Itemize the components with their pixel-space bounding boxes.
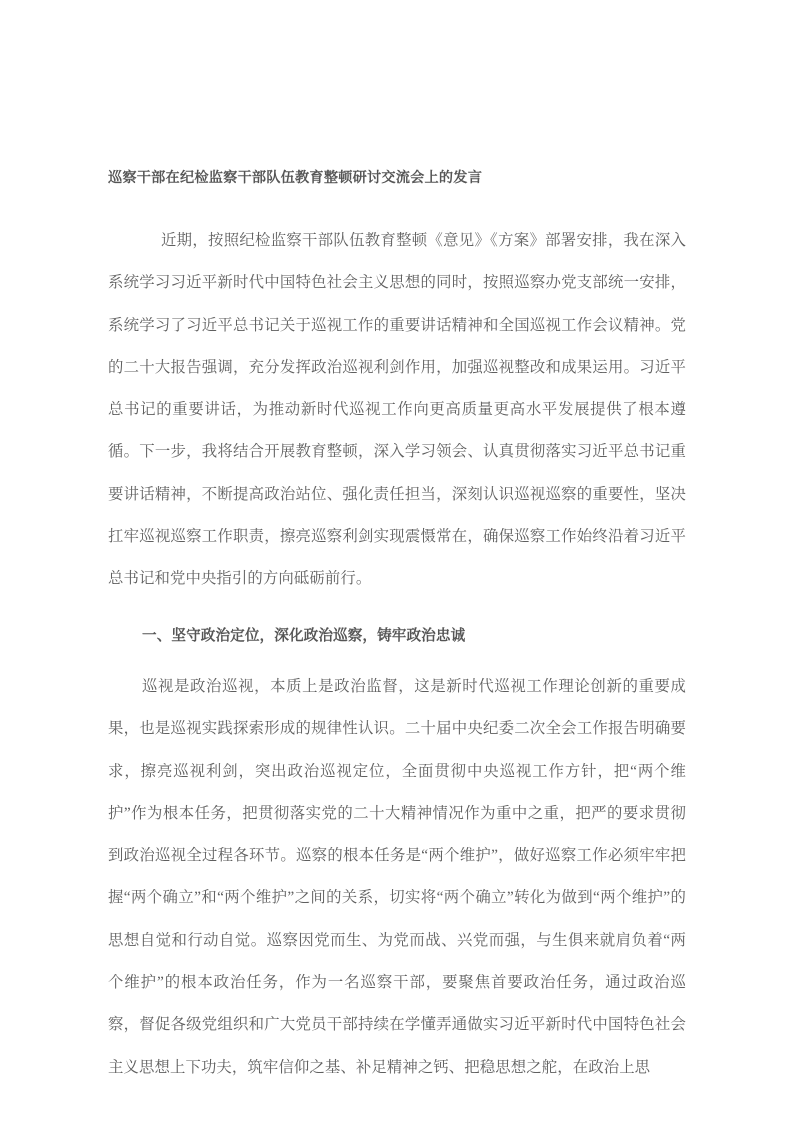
paragraph-opening: 近期，按照纪检监察干部队伍教育整顿《意见》《方案》部署安排，我在深入系统学习习近平新时代中国特色社会主义思想的同时，按照巡察办党支部统一安排，系统学习了习近平总书记关于巡视工作的重要讲话精神和全国巡视工作会议精神。党的二十大报告强调，充分发挥政治巡视利剑作用，加强巡视整改和成果运用。习近平总书记的重要讲话，为推动新时代巡视工作向更高质量更高水平发展提供了根本遵循。下一步，我将结合开展教育整顿，深入学习领会、认真贯彻落实习近平总书记重要讲话精神，不断提高政治站位、强化责任担当，深刻认识巡视巡察的重要性，坚决扛牢巡视巡察工作职责，擦亮巡察利剑实现震慑常在，确保巡察工作始终沿着习近平总书记和党中央指引的方向砥砺前行。 xyxy=(108,232,686,588)
paragraph-spacer xyxy=(108,601,686,615)
paragraph-section-one-body: 巡视是政治巡视，本质上是政治监督，这是新时代巡视工作理论创新的重要成果，也是巡视实践探索形成的规律性认识。二十届中央纪委二次全会工作报告明确要求，擦亮巡视利剑，突出政治巡视定位，全面贯彻中央巡视工作方针，把“两个维护”作为根本任务，把贯彻落实党的二十大精神情况作为重中之重，把严的要求贯彻到政治巡视全过程各环节。巡察的根本任务是“两个维护”，做好巡察工作必须牢牢把握“两个确立”和“两个维护”之间的关系，切实将“两个确立”转化为做到“两个维护”的思想自觉和行动自觉。巡察因党而生、为党而战、兴党而强，与生俱来就肩负着“两个维护”的根本政治任务，作为一名巡察干部，要聚焦首要政治任务，通过政治巡察，督促各级党组织和广大党员干部持续在学懂弄通做实习近平新时代中国特色社会主义思想上下功夫，筑牢信仰之基、补足精神之钙、把稳思想之舵，在政治上思 xyxy=(108,677,686,1076)
section-heading-one: 一、坚守政治定位，深化政治巡察，铸牢政治忠诚 xyxy=(142,627,466,644)
document-body xyxy=(108,168,686,1089)
heading-spacer xyxy=(108,657,686,666)
page-title: 巡察干部在纪检监察干部队伍教育整顿研讨交流会上的发言 xyxy=(108,170,483,186)
